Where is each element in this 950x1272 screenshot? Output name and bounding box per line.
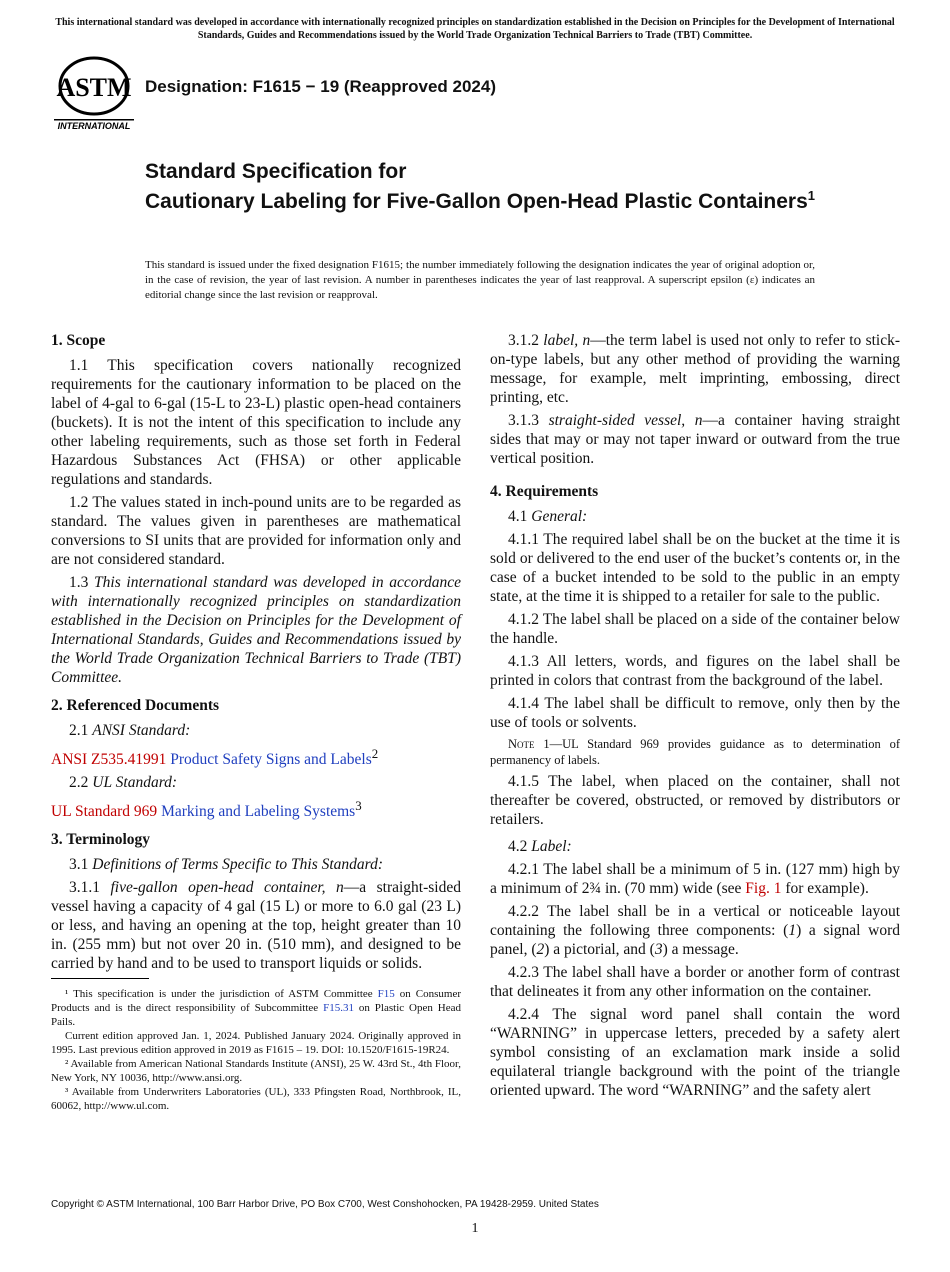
para-4-1-5: 4.1.5 The label, when placed on the container, shall not thereafter be covered, obstructed, or removed by distributors or retailers.	[490, 773, 900, 828]
page-number: 1	[471, 1221, 479, 1236]
ul-reference: UL Standard 969 Marking and Labeling Systems$^3$	[51, 798, 362, 821]
footnote-1-edition: Current edition approved Jan. 1, 2024. Published January 2024. Originally approved in 1995. Last previous edition approved in 2019 as F1615 – 19. DOI: 10.1520/F1615-19R24.	[51, 1030, 461, 1056]
para-4-1-3: 4.1.3 All letters, words, and figures on the label shall be printed in colors that contrast from the background of the label.	[490, 653, 900, 689]
astm-logo	[54, 56, 134, 132]
section-4-heading: 4. Requirements	[490, 483, 599, 500]
title-line-2: Cautionary Labeling for Five-Gallon Open-Head Plastic Containers$^1$	[145, 188, 816, 213]
section-2-heading: 2. Referenced Documents	[51, 697, 220, 714]
para-3-1-2: 3.1.2 label, n—the term label is used not only to refer to stick-on-type labels, but any other method of providing the warning message, for example, melt imprinting, embossing, direct printing, etc.	[490, 332, 901, 406]
ul-code-link[interactable]: UL Standard 969	[51, 803, 158, 821]
f15-31-link[interactable]: F15.31	[323, 1002, 354, 1014]
para-4-2-4: 4.2.4 The signal word panel shall contain the word “WARNING” in uppercase letters, preceded by a safety alert symbol consisting of an exclamation mark inside a solid equilateral triangle background with the point of the triangle oriented upward. The word “WARNING” and the safety alert	[490, 1006, 900, 1099]
issue-note: This standard is issued under the fixed designation F1615; the number immediately following the designation indicates the year of original adoption or, in the case of revision, the year of last revision. A number in parentheses indicates the year of last reapproval. A superscript epsilon (ε) indicates an editorial change since the last revision or reapproval.	[145, 259, 815, 301]
logo-text: ASTM	[56, 73, 132, 102]
para-1-3: 1.3 This international standard was developed in accordance with internationally recognized principles on standardization established in the Decision on Principles for the Development of International Standards, Guides and Recommendations issued by the World Trade Organization Technical Barriers to Trade (TBT) Committee.	[51, 574, 461, 686]
para-4-1-1: 4.1.1 The required label shall be on the bucket at the time it is sold or delivered to the end user of the bucket’s contents or, in the case of a bucket intended to be sold to the public in an empty state, at the time it is shipped to a retailer for sale to the public.	[490, 531, 900, 605]
ansi-code-link[interactable]: ANSI Z535.41991	[51, 751, 167, 769]
fig-1-link[interactable]: Fig. 1	[745, 880, 782, 897]
left-column	[51, 331, 461, 977]
para-4-1: 4.1 General:	[508, 508, 588, 525]
top-notice: This international standard was developed in accordance with internationally recognized principles on standardization established in the Decision on Principles for the Development of International Standards, Guides and Recommendations issued by the World Trade Organization Technical Barriers to Trade (TBT) Committee.	[55, 17, 895, 41]
para-3-1-3: 3.1.3 straight-sided vessel, n—a container having straight sides that may or may not taper inward or outward from the true vertical position.	[490, 412, 900, 467]
footnote-1: ¹ This specification is under the jurisdiction of ASTM Committee F15 on Consumer Products and is the direct responsibility of Subcommittee F15.31 on Plastic Open Head Pails.	[51, 988, 462, 1028]
para-2-1: 2.1 ANSI Standard:	[69, 722, 191, 739]
note-1: Note 1—UL Standard 969 provides guidance as to determination of permanency of labels.	[490, 737, 900, 767]
document-title	[145, 160, 845, 214]
para-4-2-1: 4.2.1 The label shall be a minimum of 5 in. (127 mm) high by a minimum of 2¾ in. (70 mm) wide (see Fig. 1 for example).	[490, 861, 900, 897]
para-4-2-2: 4.2.2 The label shall be in a vertical or noticeable layout containing the following three components: (1) a signal word panel, (2) a pictorial, and (3) a message.	[490, 903, 900, 958]
ansi-title-link[interactable]: Product Safety Signs and Labels	[170, 751, 372, 769]
footnote-3: ³ Available from Underwriters Laboratories (UL), 333 Pfingsten Road, Northbrook, IL, 60062, http://www.ul.com.	[51, 1086, 461, 1112]
f15-link[interactable]: F15	[377, 988, 395, 1000]
para-1-2: 1.2 The values stated in inch-pound units are to be regarded as standard. The values given in parentheses are mathematical conversions to SI units that are provided for information only and are not considered standard.	[51, 494, 461, 568]
para-2-2: 2.2 UL Standard:	[69, 774, 178, 792]
para-1-1: 1.1 This specification covers nationally recognized requirements for the cautionary information to be placed on the label of 4-gal to 6-gal (15-L to 23-L) plastic open-head containers (buckets). It is not the intent of this specification to include any other labeling requirements, such as those set forth in Federal Hazardous Substances Act (FHSA) or other applicable regulations and standards.	[51, 357, 461, 488]
para-3-1: 3.1 Definitions of Terms Specific to This Standard:	[69, 856, 384, 874]
footnote-divider	[51, 978, 149, 979]
designation: Designation: F1615 − 19 (Reapproved 2024)	[145, 77, 496, 96]
para-4-1-2: 4.1.2 The label shall be placed on a side of the container below the handle.	[490, 611, 900, 647]
copyright-line: Copyright © ASTM International, 100 Barr Harbor Drive, PO Box C700, West Conshohocken, PA 19428-2959. United States	[51, 1199, 599, 1210]
title-line-1: Standard Specification for	[145, 160, 407, 183]
footnote-2: ² Available from American National Standards Institute (ANSI), 25 W. 43rd St., 4th Floor, New York, NY 10036, http://www.ansi.org.	[51, 1058, 461, 1084]
title-footnote-mark: 1	[807, 188, 816, 203]
section-1-heading: 1. Scope	[51, 332, 106, 349]
para-3-1-1: 3.1.1 five-gallon open-head container, n—a straight-sided vessel having a capacity of 4 gal (15 L) or more to 6.0 gal (23 L) or less, and having an opening at the top, height greater than 10 in. (255 mm) but not over 20 in. (510 mm), and designed to be carried by hand and to be used to transport liquids or solids.	[51, 879, 461, 973]
ul-title-link[interactable]: Marking and Labeling Systems	[161, 803, 356, 821]
para-4-2: 4.2 Label:	[508, 838, 572, 855]
ansi-reference: ANSI Z535.41991 Product Safety Signs and Labels$^2$	[51, 746, 379, 769]
para-4-2-3: 4.2.3 The label shall have a border or another form of contrast that delineates it from any other information on the container.	[490, 964, 900, 1000]
para-4-1-4: 4.1.4 The label shall be difficult to remove, only then by the use of tools or solvents.	[490, 695, 900, 731]
footnotes	[51, 987, 461, 1113]
section-3-heading: 3. Terminology	[51, 831, 151, 849]
logo-subtext: INTERNATIONAL	[57, 121, 131, 131]
right-column	[490, 331, 900, 1104]
